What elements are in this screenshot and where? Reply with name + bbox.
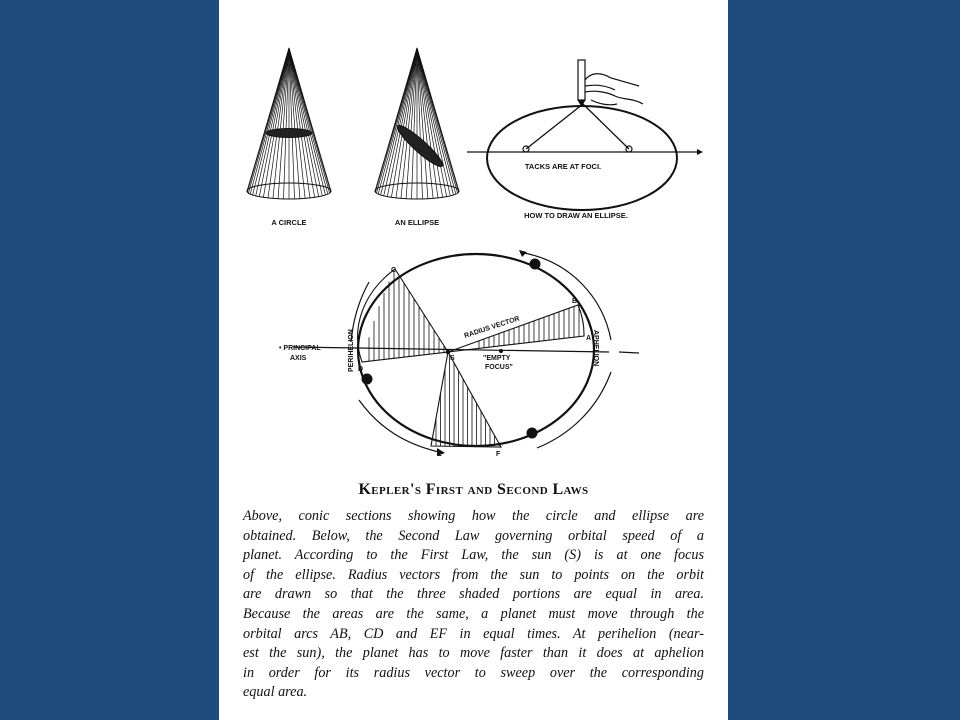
principal-axis-label-2: AXIS bbox=[290, 355, 307, 362]
empty-focus-icon bbox=[499, 349, 502, 352]
caption-line: are drawn so that the three shaded portions are equal in area. bbox=[243, 586, 704, 603]
pencil-icon bbox=[578, 60, 585, 100]
caption-line: equal area. bbox=[243, 684, 308, 701]
sun-icon bbox=[446, 350, 450, 354]
hatch-line bbox=[256, 48, 289, 196]
cone-circle-label: A CIRCLE bbox=[271, 218, 307, 227]
cone-ellipse-label: AN ELLIPSE bbox=[394, 218, 440, 227]
perihelion-label: PERIHELION bbox=[348, 329, 355, 372]
point-d-label: D bbox=[358, 366, 364, 373]
point-f-label: F bbox=[496, 451, 501, 458]
caption-line: of the ellipse. Radius vectors from the sun to points on the orbit bbox=[243, 566, 704, 583]
planet-top-icon bbox=[530, 259, 540, 269]
caption-line: orbital arcs AB, CD and EF in equal times. At perihelion (near- bbox=[243, 625, 704, 642]
book-page bbox=[219, 0, 728, 720]
hatch-line bbox=[378, 48, 417, 194]
empty-focus-label-1: "EMPTY bbox=[483, 355, 511, 362]
sun-label: S bbox=[450, 355, 455, 362]
caption-title bbox=[219, 481, 728, 499]
caption-line: obtained. Below, the Second Law governing orbital speed of a bbox=[243, 527, 704, 544]
hand-icon bbox=[585, 74, 643, 105]
hatch-line bbox=[250, 48, 289, 194]
kepler-figure bbox=[219, 0, 728, 480]
orbit-diagram bbox=[293, 250, 639, 456]
point-c-label: C bbox=[391, 267, 397, 274]
cone-ellipse bbox=[375, 48, 459, 199]
ellipse-drawing bbox=[467, 60, 703, 210]
caption-title-initial: K bbox=[358, 481, 372, 498]
caption-line: Above, conic sections showing how the circle and ellipse are bbox=[243, 508, 704, 524]
hatch-line bbox=[289, 48, 322, 196]
hatch-line bbox=[384, 48, 417, 196]
caption-body bbox=[243, 507, 704, 703]
caption-line: planet. According to the First Law, the sun (S) is at one focus bbox=[243, 547, 704, 564]
hatch-line bbox=[417, 48, 450, 196]
point-e-label: E bbox=[437, 451, 442, 458]
radius-vector-label: RADIUS VECTOR bbox=[463, 315, 521, 340]
point-a-label: A bbox=[586, 335, 592, 342]
hatch-line bbox=[396, 48, 417, 198]
empty-focus-label-2: FOCUS" bbox=[485, 364, 513, 371]
planet-left-icon bbox=[362, 374, 372, 384]
how-to-label: HOW TO DRAW AN ELLIPSE. bbox=[524, 211, 628, 220]
cone-circle bbox=[247, 48, 331, 199]
hatch-line bbox=[417, 48, 438, 198]
caption-line: Because the areas are the same, a planet must move through the bbox=[243, 605, 704, 622]
caption-line: est the sun), the planet has to move faster than it does at aphelion bbox=[243, 645, 704, 662]
principal-axis-label-1: • PRINCIPAL bbox=[279, 345, 321, 352]
tacks-label: TACKS ARE AT FOCI. bbox=[524, 162, 602, 171]
planet-bottom-icon bbox=[527, 428, 537, 438]
caption-title-rest: epler's First and Second Laws bbox=[371, 481, 589, 498]
hatch-line bbox=[268, 48, 289, 198]
aphelion-label: APHELION bbox=[592, 330, 599, 367]
caption-line: in order for its radius vector to sweep over the corresponding bbox=[243, 664, 704, 681]
sector-ab bbox=[448, 305, 584, 352]
point-b-label: B bbox=[572, 298, 578, 305]
hatch-line bbox=[289, 48, 310, 198]
